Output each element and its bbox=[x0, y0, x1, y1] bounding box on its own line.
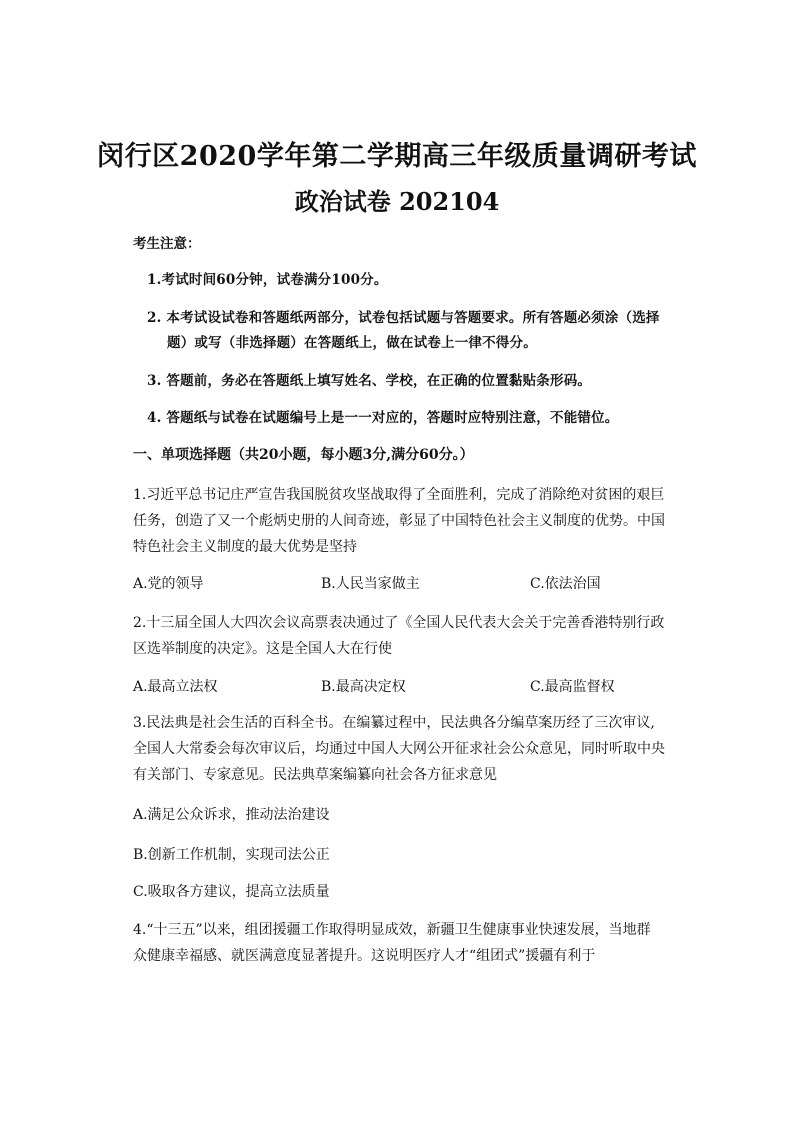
question-line: 任务，创造了又一个彪炳史册的人间奇迹，彰显了中国特色社会主义制度的优势。中国 bbox=[133, 513, 665, 529]
question-2-option-a: A.最高立法权 bbox=[133, 679, 218, 695]
question-line: 4.“十三五”以来，组团援疆工作取得明显成效，新疆卫生健康事业快速发展，当地群 bbox=[133, 922, 651, 938]
question-2-option-b: B.最高决定权 bbox=[321, 679, 406, 695]
question-1-option-a: A.党的领导 bbox=[133, 576, 204, 592]
question-line: 全国人大常委会每次审议后，均通过中国人大网公开征求社会公众意见，同时听取中央 bbox=[133, 741, 665, 757]
question-3-option-a: A.满足公众诉求，推动法治建设 bbox=[133, 807, 330, 823]
question-line: 有关部门、专家意见。民法典草案编纂向社会各方征求意见 bbox=[133, 767, 497, 783]
question-line: 区选举制度的决定》。这是全国人大在行使 bbox=[133, 641, 392, 657]
question-4 bbox=[133, 917, 673, 969]
notice-item-1: 1.考试时间60分钟，试卷满分100分。 bbox=[147, 272, 388, 288]
question-line: 2.十三届全国人大四次会议高票表决通过了《全国人民代表大会关于完善香港特别行政 bbox=[133, 615, 665, 631]
notice-item-2-line-2: 题）或写（非选择题）在答题纸上，做在试卷上一律不得分。 bbox=[167, 335, 537, 351]
exam-subtitle: 政治试卷 202104 bbox=[294, 187, 500, 216]
question-line: 1.习近平总书记庄严宣告我国脱贫攻坚战取得了全面胜利，完成了消除绝对贫困的艰巨 bbox=[133, 487, 665, 503]
question-3 bbox=[133, 710, 673, 788]
question-3-option-c: C.吸取各方建议，提高立法质量 bbox=[133, 884, 330, 900]
question-line: 特色社会主义制度的最大优势是坚持 bbox=[133, 539, 357, 555]
question-2 bbox=[133, 610, 673, 662]
question-1-option-c: C.依法治国 bbox=[530, 576, 601, 592]
exam-title: 闵行区2020学年第二学期高三年级质量调研考试 bbox=[97, 141, 697, 172]
notice-item-2-line-1: 2. 本考试设试卷和答题纸两部分，试卷包括试题与答题要求。所有答题必须涂（选择 bbox=[147, 310, 660, 326]
notice-item-4: 4. 答题纸与试卷在试题编号上是一一对应的，答题时应特别注意，不能错位。 bbox=[147, 410, 619, 426]
question-line: 众健康幸福感、就医满意度显著提升。这说明医疗人才“组团式”援疆有利于 bbox=[133, 948, 596, 964]
question-2-option-c: C.最高监督权 bbox=[530, 679, 615, 695]
question-1-option-b: B.人民当家做主 bbox=[321, 576, 420, 592]
notice-item-3: 3. 答题前，务必在答题纸上填写姓名、学校，在正确的位置黏贴条形码。 bbox=[147, 373, 592, 389]
question-1 bbox=[133, 482, 673, 560]
question-line: 3.民法典是社会生活的百科全书。在编纂过程中，民法典各分编草案历经了三次审议, bbox=[133, 715, 655, 731]
notice-label: 考生注意： bbox=[133, 236, 201, 252]
question-3-option-b: B.创新工作机制，实现司法公正 bbox=[133, 847, 330, 863]
section-heading: 一、单项选择题（共20小题，每小题3分,满分60分。） bbox=[133, 447, 474, 463]
